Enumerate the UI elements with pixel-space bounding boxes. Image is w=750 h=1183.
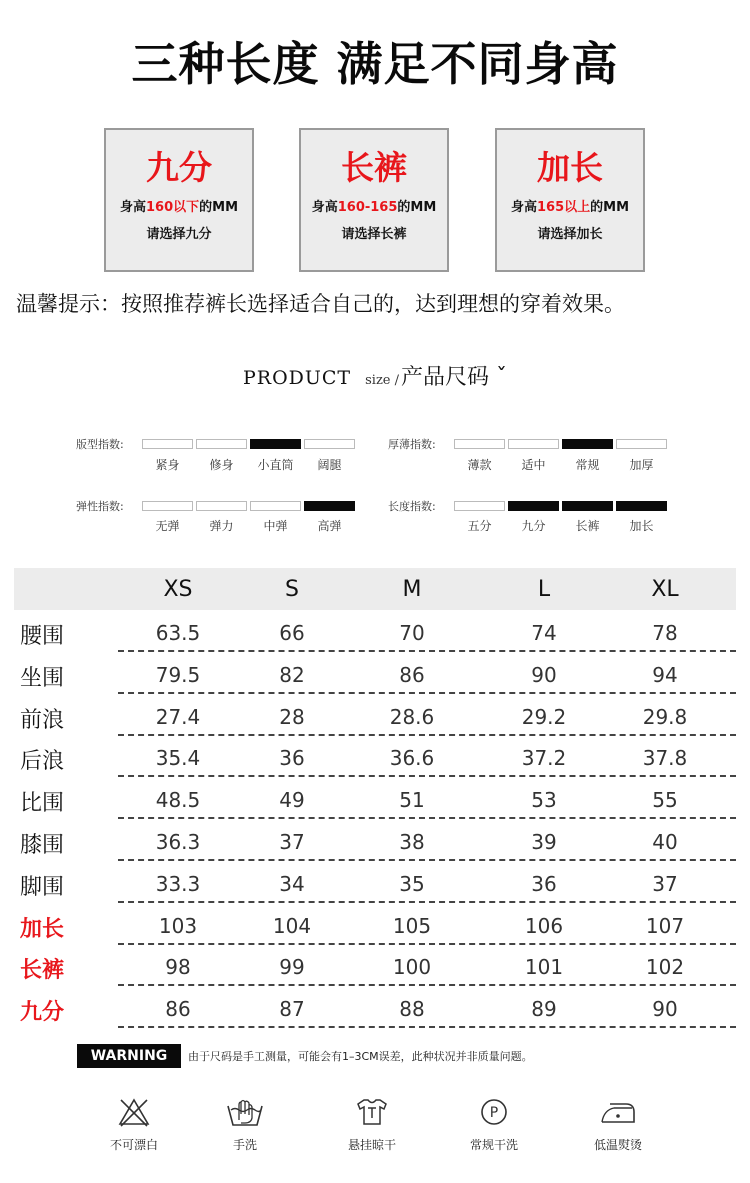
table-cell: 49 <box>279 788 305 813</box>
care-label: 常规干洗 <box>469 1138 518 1152</box>
low-iron-icon <box>598 1096 638 1128</box>
index-options-thickness <box>454 456 667 473</box>
index-cell <box>616 439 667 449</box>
index-label: 版型指数: <box>76 438 124 451</box>
index-option: 弹力 <box>209 519 234 533</box>
row-divider <box>118 734 736 736</box>
table-cell: 27.4 <box>155 704 201 729</box>
row-divider <box>118 1026 736 1028</box>
index-scale-elasticity <box>142 501 355 511</box>
table-cell: 36.6 <box>389 746 435 771</box>
table-cell: 28.6 <box>389 704 435 729</box>
table-cell: 29.2 <box>521 704 567 729</box>
hand-wash-icon <box>225 1096 265 1128</box>
index-cell <box>250 439 301 449</box>
height-range: 身高160-165的MM <box>311 200 437 215</box>
index-option: 五分 <box>467 519 492 533</box>
table-cell: 29.8 <box>642 704 688 729</box>
index-label: 厚薄指数: <box>388 438 436 451</box>
index-option: 中弹 <box>263 519 288 533</box>
index-option: 小直筒 <box>257 458 294 472</box>
row-divider <box>118 943 736 945</box>
table-cell: 106 <box>524 913 564 938</box>
table-cell: 37 <box>652 871 678 896</box>
table-cell: 86 <box>399 662 425 687</box>
index-option: 适中 <box>521 458 546 472</box>
row-divider <box>118 817 736 819</box>
choose-hint: 请选择长裤 <box>341 227 407 242</box>
size-header: XL <box>651 577 679 602</box>
table-cell: 33.3 <box>155 871 201 896</box>
index-option: 高弹 <box>317 519 342 533</box>
table-cell: 90 <box>652 997 678 1022</box>
index-label: 弹性指数: <box>76 500 124 513</box>
index-cell <box>304 439 355 449</box>
product-size-heading <box>0 360 750 391</box>
length-option-extra-long <box>495 128 645 272</box>
table-cell: 35.4 <box>155 746 201 771</box>
height-range: 身高160以下的MM <box>119 200 239 215</box>
table-cell: 38 <box>399 830 425 854</box>
table-cell: 34 <box>279 871 305 896</box>
table-cell: 40 <box>652 830 678 854</box>
care-no-bleach <box>89 1096 179 1153</box>
table-cell: 104 <box>272 913 312 938</box>
index-scale-thickness <box>454 439 667 449</box>
product-heading-size: size / <box>365 373 399 388</box>
index-option: 阔腿 <box>317 458 342 472</box>
table-cell: 63.5 <box>155 621 201 645</box>
table-cell: 35 <box>399 871 425 896</box>
table-cell: 103 <box>158 913 198 938</box>
table-cell: 105 <box>392 913 432 938</box>
choose-hint: 请选择加长 <box>537 227 603 242</box>
length-option-name: 九分 <box>146 148 212 187</box>
index-cell <box>454 439 505 449</box>
table-cell: 87 <box>279 997 305 1022</box>
care-dry-clean <box>449 1096 539 1153</box>
table-cell: 74 <box>531 621 557 645</box>
index-scale-length <box>454 501 667 511</box>
table-cell: 36 <box>279 746 305 771</box>
row-label: 前浪 <box>20 707 65 733</box>
index-options-elasticity <box>142 517 355 534</box>
index-options-fit <box>142 456 355 473</box>
table-cell: 53 <box>531 788 557 813</box>
table-cell: 51 <box>399 788 425 813</box>
length-option-long <box>299 128 449 272</box>
warning-badge: WARNING <box>77 1044 181 1068</box>
table-cell: 37.2 <box>521 746 567 771</box>
index-cell <box>508 439 559 449</box>
table-cell: 55 <box>652 788 678 813</box>
care-hand-wash <box>200 1096 290 1153</box>
table-cell: 78 <box>652 621 678 645</box>
no-bleach-icon <box>117 1096 151 1128</box>
row-label: 后浪 <box>20 749 65 775</box>
table-cell: 36.3 <box>155 830 201 854</box>
row-label: 九分 <box>20 1000 65 1026</box>
care-label: 低温熨烫 <box>593 1138 642 1152</box>
index-option: 无弹 <box>155 519 180 533</box>
length-option-name: 长裤 <box>341 148 407 187</box>
index-cell <box>454 501 505 511</box>
index-option: 紧身 <box>155 458 180 472</box>
row-label: 坐围 <box>20 665 65 691</box>
index-cell <box>304 501 355 511</box>
table-cell: 37.8 <box>642 746 688 771</box>
table-cell: 36 <box>531 871 557 896</box>
index-cell <box>616 501 667 511</box>
index-option: 修身 <box>209 458 234 472</box>
index-option: 加厚 <box>629 458 654 472</box>
size-header: L <box>537 577 551 602</box>
length-option-ninth <box>104 128 254 272</box>
table-cell: 70 <box>399 621 425 645</box>
index-option: 常规 <box>575 458 600 472</box>
index-label: 长度指数: <box>388 500 436 513</box>
product-heading-en: PRODUCT <box>242 367 352 389</box>
index-option: 九分 <box>521 519 546 533</box>
row-divider <box>118 984 736 986</box>
table-cell: 100 <box>392 955 432 980</box>
warning-text: 由于尺码是手工测量，可能会有1–3CM误差，此种状况并非质量问题。 <box>188 1050 533 1063</box>
index-cell <box>196 439 247 449</box>
index-cell <box>562 501 613 511</box>
index-scale-fit <box>142 439 355 449</box>
hang-dry-icon <box>354 1096 390 1128</box>
table-cell: 86 <box>165 997 191 1022</box>
choose-hint: 请选择九分 <box>146 227 212 242</box>
page-title: 三种长度 满足不同身高 <box>131 37 619 91</box>
row-label: 比围 <box>20 791 65 817</box>
index-cell <box>250 501 301 511</box>
row-divider <box>118 775 736 777</box>
row-label: 长裤 <box>20 958 65 984</box>
table-cell: 89 <box>531 997 557 1022</box>
table-cell: 90 <box>531 662 557 687</box>
care-label: 不可漂白 <box>109 1138 158 1152</box>
size-header: XS <box>163 577 193 602</box>
index-cell <box>142 439 193 449</box>
table-cell: 94 <box>652 662 678 687</box>
table-cell: 39 <box>531 830 557 854</box>
table-cell: 107 <box>645 913 685 938</box>
table-cell: 79.5 <box>155 662 201 687</box>
index-cell <box>196 501 247 511</box>
table-cell: 82 <box>279 662 305 687</box>
index-options-length <box>454 517 667 534</box>
index-cell <box>142 501 193 511</box>
care-label: 悬挂晾干 <box>347 1138 396 1152</box>
dry-clean-icon <box>478 1096 510 1128</box>
row-label: 膝围 <box>20 833 65 858</box>
row-divider <box>118 901 736 903</box>
row-label: 腰围 <box>20 624 65 649</box>
fit-tip: 温馨提示：按照推荐裤长选择适合自己的，达到理想的穿着效果。 <box>16 292 625 316</box>
index-option: 加长 <box>629 519 654 533</box>
table-cell: 98 <box>165 955 191 980</box>
row-divider <box>118 692 736 694</box>
size-header: S <box>285 577 299 602</box>
index-cell <box>562 439 613 449</box>
height-range: 身高165以上的MM <box>510 200 630 215</box>
table-cell: 37 <box>279 830 305 854</box>
length-option-name: 加长 <box>537 148 603 187</box>
table-cell: 28 <box>279 704 305 729</box>
product-heading-cn: 产品尺码 ˇ <box>401 365 507 390</box>
table-cell: 101 <box>524 955 564 980</box>
size-header: M <box>402 577 422 602</box>
svg-text:P: P <box>489 1105 499 1121</box>
table-cell: 48.5 <box>155 788 201 813</box>
row-divider <box>118 859 736 861</box>
table-cell: 88 <box>399 997 425 1022</box>
index-option: 薄款 <box>467 458 492 472</box>
table-cell: 99 <box>279 955 305 980</box>
care-low-iron <box>573 1096 663 1153</box>
care-hang-dry <box>327 1096 417 1153</box>
care-label: 手洗 <box>232 1138 257 1152</box>
index-option: 长裤 <box>575 519 600 533</box>
row-label: 脚围 <box>20 874 65 900</box>
row-label: 加长 <box>20 916 65 942</box>
row-divider <box>118 650 736 652</box>
table-cell: 102 <box>645 955 685 980</box>
table-cell: 66 <box>279 621 305 645</box>
index-cell <box>508 501 559 511</box>
